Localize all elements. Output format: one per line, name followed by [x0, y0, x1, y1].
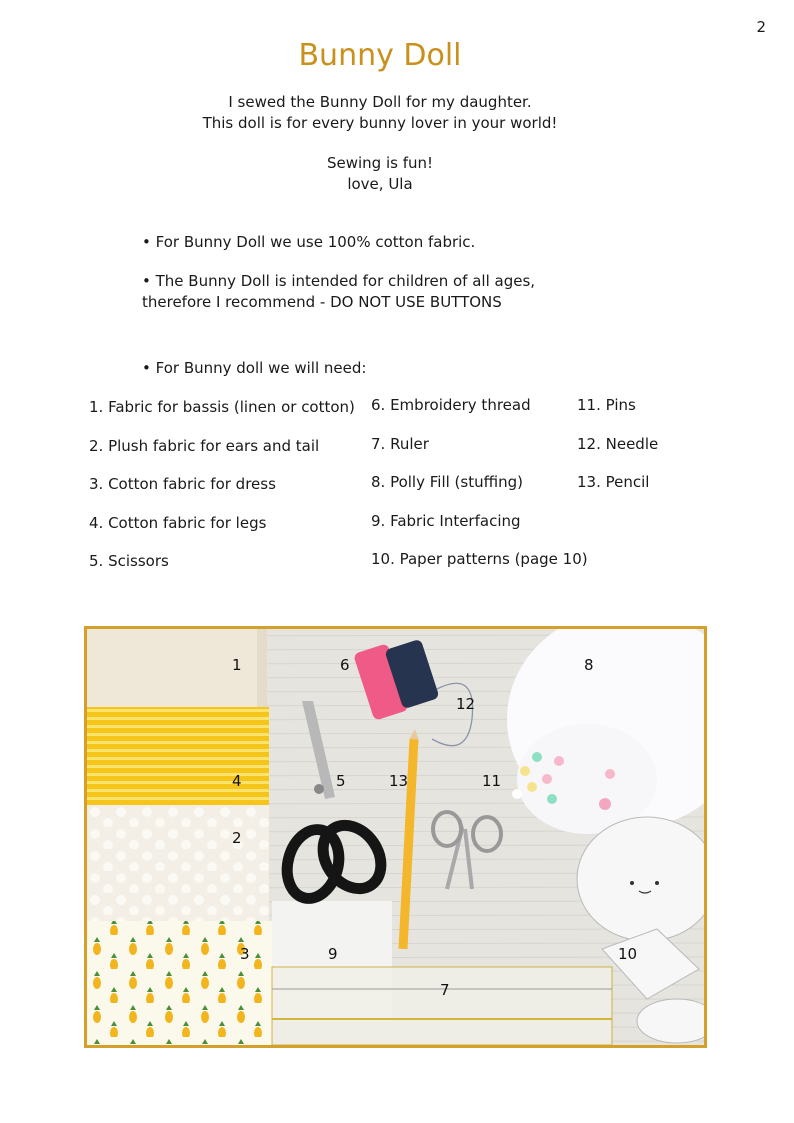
intro-line: I sewed the Bunny Doll for my daughter. [228, 93, 532, 111]
label-6: 6 [340, 656, 350, 674]
label-10: 10 [618, 945, 638, 963]
materials-photo [84, 626, 707, 1048]
material-item: 2. Plush fabric for ears and tail [89, 436, 320, 455]
materials-column-3 [577, 396, 658, 512]
bullet-ages-line1: • The Bunny Doll is intended for children of all ages, [142, 272, 536, 290]
bullet-ages-line2: therefore I recommend - DO NOT USE BUTTONS [142, 293, 502, 311]
material-item: 3. Cotton fabric for dress [89, 475, 276, 493]
material-item: 6. Embroidery thread [371, 396, 531, 414]
intro-line: This doll is for every bunny lover in your world! [202, 114, 558, 132]
label-4: 4 [232, 772, 242, 790]
materials-illustration [87, 629, 704, 1045]
striped-fabric [87, 707, 269, 807]
bullet-ages [142, 271, 622, 313]
signature-line: love, Ula [347, 175, 413, 193]
minky-fabric [87, 805, 269, 923]
label-11: 11 [482, 772, 502, 790]
material-item: 9. Fabric Interfacing [371, 511, 521, 530]
material-item: 7. Ruler [371, 434, 429, 453]
label-9: 9 [328, 945, 338, 963]
intro-line: Sewing is fun! [326, 154, 434, 172]
page-title: Bunny Doll [298, 38, 462, 73]
materials-column-1 [89, 398, 355, 591]
material-item: 4. Cotton fabric for legs [89, 513, 267, 532]
material-item: 5. Scissors [89, 552, 169, 570]
intro-text [0, 92, 760, 195]
label-7: 7 [440, 981, 450, 999]
page-number: 2 [756, 18, 766, 36]
bullet-fabric: • For Bunny Doll we use 100% cotton fabric. [142, 233, 476, 251]
label-3: 3 [240, 945, 250, 963]
material-item: 1. Fabric for bassis (linen or cotton) [89, 398, 355, 416]
material-item: 10. Paper patterns (page 10) [371, 550, 588, 568]
bullet-list [142, 232, 622, 379]
material-item: 11. Pins [577, 396, 636, 414]
material-item: 8. Polly Fill (stuffing) [371, 473, 523, 491]
material-item: 12. Needle [577, 434, 659, 453]
label-1: 1 [232, 656, 242, 674]
ruler [272, 967, 612, 1045]
bullet-need: • For Bunny doll we will need: [142, 359, 367, 377]
label-12: 12 [456, 695, 476, 713]
label-5: 5 [336, 772, 346, 790]
material-item: 13. Pencil [577, 473, 650, 491]
pineapple-fabric [87, 921, 272, 1045]
label-2: 2 [232, 829, 242, 847]
materials-column-2 [371, 396, 588, 589]
label-8: 8 [584, 656, 594, 674]
label-13: 13 [389, 772, 409, 790]
